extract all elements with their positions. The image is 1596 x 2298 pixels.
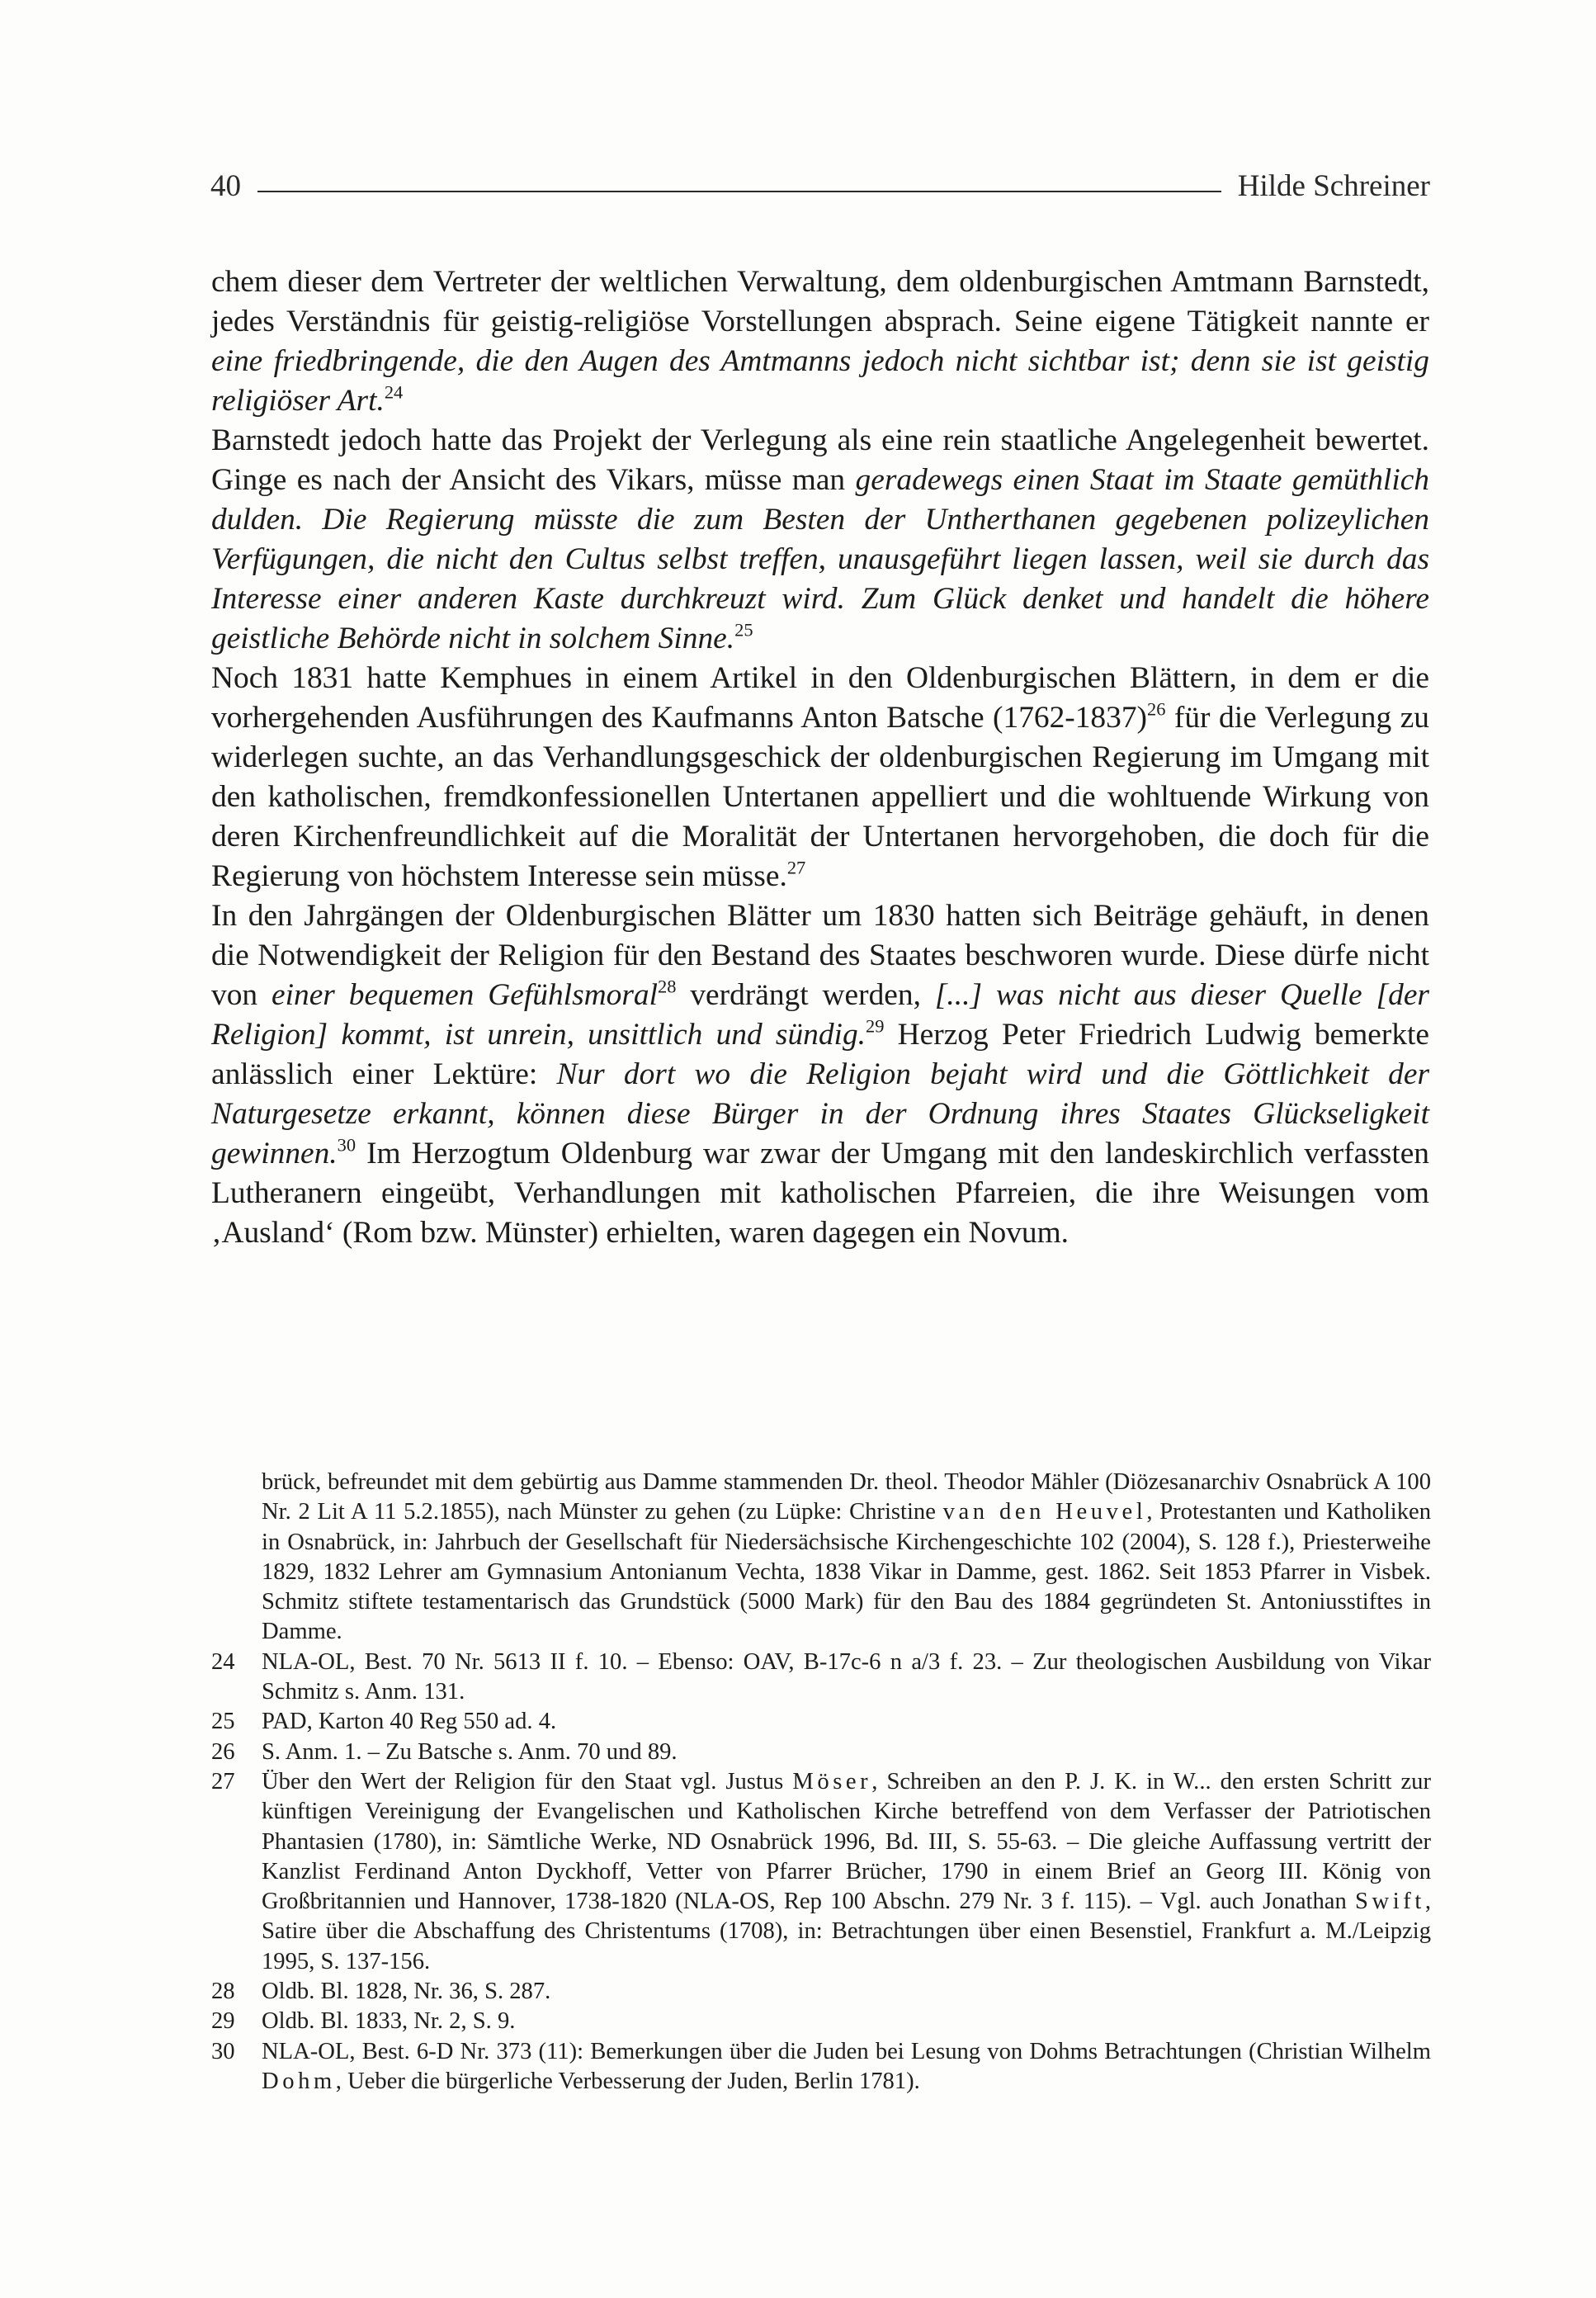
main-text (211, 262, 1429, 1253)
author-name: Swift (1355, 1889, 1425, 1915)
text-run: , Satire über die Abschaffung des Christentums (1708), in: Betrachtungen über einen Besenstiel, Frankfurt a. M./Leipzig 1995, S. 137-156. (262, 1889, 1431, 1974)
text-run: PAD, Karton 40 Reg 550 ad. 4. (262, 1709, 557, 1735)
footnote-text (262, 1977, 1431, 2007)
text-run: Über den Wert der Religion für den Staat vgl. Justus (262, 1768, 793, 1794)
footnote-number: 29 (211, 2008, 235, 2035)
text-run: Im Herzogtum Oldenburg war zwar der Umgang mit den landeskirchlich verfassten Lutheranern eingeübt, Verhandlungen mit katholischen Pfarreien, die ihre Weisungen vom ‚Ausland‘ (Rom bzw. Münster) erhielten, waren dagegen ein Novum. (211, 1137, 1429, 1250)
footnote-text (262, 2037, 1431, 2097)
footnote (211, 2007, 1431, 2036)
author-name: Möser (792, 1768, 872, 1794)
body-paragraph (211, 421, 1429, 659)
footnote-reference: 29 (866, 1015, 885, 1037)
footnote (211, 1707, 1431, 1737)
text-run: NLA-OL, Best. 6-D Nr. 373 (11): Bemerkungen über die Juden bei Lesung von Dohms Betrachtungen (Christian Wilhelm (262, 2038, 1431, 2064)
text-run: S. Anm. 1. – Zu Batsche s. Anm. 70 und 89. (262, 1738, 678, 1765)
running-header-author: Hilde Schreiner (1237, 169, 1430, 203)
footnote-text (262, 1767, 1431, 1977)
footnote-text (262, 1707, 1431, 1737)
text-run: verdrängt werden, (676, 978, 935, 1012)
text-run: für die Verlegung zu widerlegen suchte, an das Verhandlungsgeschick der oldenburgischen Regierung im Umgang mit den katholischen, fremdkonfessionellen Untertanen appelliert und die wohltuende Wirkung von deren Kirchenfreundlichkeit auf die Moralität der Untertanen hervorgehoben, die doch für die Regierung von höchstem Interesse sein müsse. (211, 701, 1429, 893)
footnote-list (211, 1648, 1431, 2097)
text-run: Herzog Peter Friedrich Ludwig bemerkte anlässlich einer Lektüre: (211, 1018, 1430, 1091)
footnote-reference: 30 (337, 1134, 357, 1156)
footnote-reference: 24 (384, 381, 404, 403)
text-run: Oldb. Bl. 1828, Nr. 36, S. 287. (262, 1979, 551, 2005)
page-number: 40 (210, 169, 241, 203)
footnote-number: 28 (211, 1979, 235, 2005)
text-run: Noch 1831 hatte Kemphues in einem Artikel in den Oldenburgischen Blättern, in dem er die vorhergehenden Ausführungen des Kaufmanns Anton Batsche (1762-​1837) (211, 661, 1429, 735)
running-header (210, 162, 1430, 201)
quoted-text: geradewegs einen Staat im Staate gemüthlich dulden. Die Regierung müsste die zum Besten der Untherthanen gegebenen polizeylichen Verfügungen, die nicht den Cultus selbst treffen, unausgeführt liegen lassen, weil sie durch das Interesse einer anderen Kaste durchkreuzt wird. Zum Glück denket und handelt die höhere geistliche Behörde nicht in solchem Sinne. (211, 463, 1429, 655)
footnote-reference: 27 (786, 857, 806, 878)
footnote-number: 25 (211, 1709, 235, 1735)
text-run: , Protestanten und Katholiken in Osnabrück, in: Jahrbuch der Gesellschaft für Niedersächsische Kirchengeschichte 102 (2004), S. 128 f.), Priesterweihe 1829, 1832 Lehrer am Gymnasium Antonianum Vechta, 1838 Vikar in Damme, gest. 1862. Seit 1853 Pfarrer in Visbek. Schmitz stiftete testamentarisch das Grundstück (5000 Mark) für den Bau des 1884 gegründeten St. Antoniusstiftes in Damme. (262, 1499, 1431, 1645)
footnote-number: 27 (211, 1768, 235, 1794)
footnote-number: 26 (211, 1738, 235, 1765)
footnote-reference: 28 (657, 976, 677, 997)
body-paragraph (211, 659, 1429, 896)
text-run: , Schreiben an den P. J. K. in W... den ersten Schritt zur künftigen Vereinigung der Evangelischen und Katholischen Kirche betreffend von dem Verfasser der Patriotischen Phantasien (1780), in: Sämtliche Werke, ND Osnabrück 1996, Bd. III, S. 55-63. – Die gleiche Auffassung vertritt der Kanzlist Ferdinand Anton Dyckhoff, Vetter von Pfarrer Brücher, 1790 in einem Brief an Georg III. König von Großbritannien und Hannover, 1738-1820 (NLA-OS, Rep 100 Abschn. 279 Nr. 3 f. 115). – Vgl. auch Jonathan (262, 1768, 1431, 1915)
quoted-text: [...] was nicht aus dieser Quelle [der Religion] kommt, ist unrein, unsittlich und sündig. (211, 978, 1429, 1052)
footnote-number: 30 (211, 2038, 235, 2064)
text-run: Barnstedt jedoch hatte das Projekt der Verlegung als eine rein staatliche Angelegenheit bewertet. Ginge es nach der Ansicht des Vikars, müsse man (211, 423, 1429, 497)
footnote (211, 2037, 1431, 2097)
footnotes-section (211, 1468, 1431, 2097)
footnote (211, 1738, 1431, 1767)
footnote (211, 1767, 1431, 1977)
author-name: van den Heuvel (942, 1499, 1147, 1525)
footnote-reference: 26 (1146, 698, 1166, 720)
author-name: Dohm (262, 2068, 336, 2094)
body-paragraph (211, 262, 1429, 421)
quoted-text: Nur dort wo die Religion bejaht wird und die Göttlichkeit der Naturgesetze erkannt, können diese Bürger in der Ordnung ihres Staates Glückseligkeit gewinnen. (211, 1057, 1429, 1170)
text-run: In den Jahrgängen der Oldenburgischen Blätter um 1830 hatten sich Beiträge gehäuft, in denen die Notwendigkeit der Religion für den Bestand des Staates beschworen wurde. Diese dürfe nicht von (211, 899, 1429, 1012)
footnote-text (262, 1738, 1431, 1767)
text-run: , Ueber die bürgerliche Verbesserung der Juden, Berlin 1781). (335, 2068, 920, 2094)
header-rule (257, 191, 1221, 192)
footnote (211, 1977, 1431, 2007)
text-run: chem dieser dem Vertreter der weltlichen Verwaltung, dem oldenburgischen Amtmann Barnstedt, jedes Verständnis für geistig-religiöse Vorstellungen absprach. Seine eigene Tätigkeit nannte er (211, 265, 1429, 338)
text-run: Oldb. Bl. 1833, Nr. 2, S. 9. (262, 2008, 516, 2035)
footnote-number: 24 (211, 1648, 235, 1675)
quoted-text: einer bequemen Gefühlsmoral (272, 978, 658, 1012)
quoted-text: eine friedbringende, die den Augen des Amtmanns jedoch nicht sichtbar ist; denn sie ist geistig religiöser Art. (211, 344, 1429, 418)
footnote-continuation (211, 1468, 1431, 1648)
footnote-text (262, 2007, 1431, 2036)
text-run: NLA-OL, Best. 70 Nr. 5613 II f. 10. – Ebenso: OAV, B-17c-6 n a/3 f. 23. – Zur theologischen Ausbildung von Vikar Schmitz s. Anm. 131. (262, 1648, 1431, 1705)
footnote-reference: 25 (734, 619, 753, 641)
footnote-text (262, 1648, 1431, 1708)
footnote (211, 1648, 1431, 1708)
text-run: brück, befreundet mit dem gebürtig aus Damme stammenden Dr. theol. Theodor Mähler (Diözesanarchiv Osnabrück A 100 Nr. 2 Lit A 11 5.2.1855), nach Münster zu gehen (zu Lüpke: Christine (262, 1469, 1431, 1525)
body-paragraph (211, 896, 1429, 1253)
